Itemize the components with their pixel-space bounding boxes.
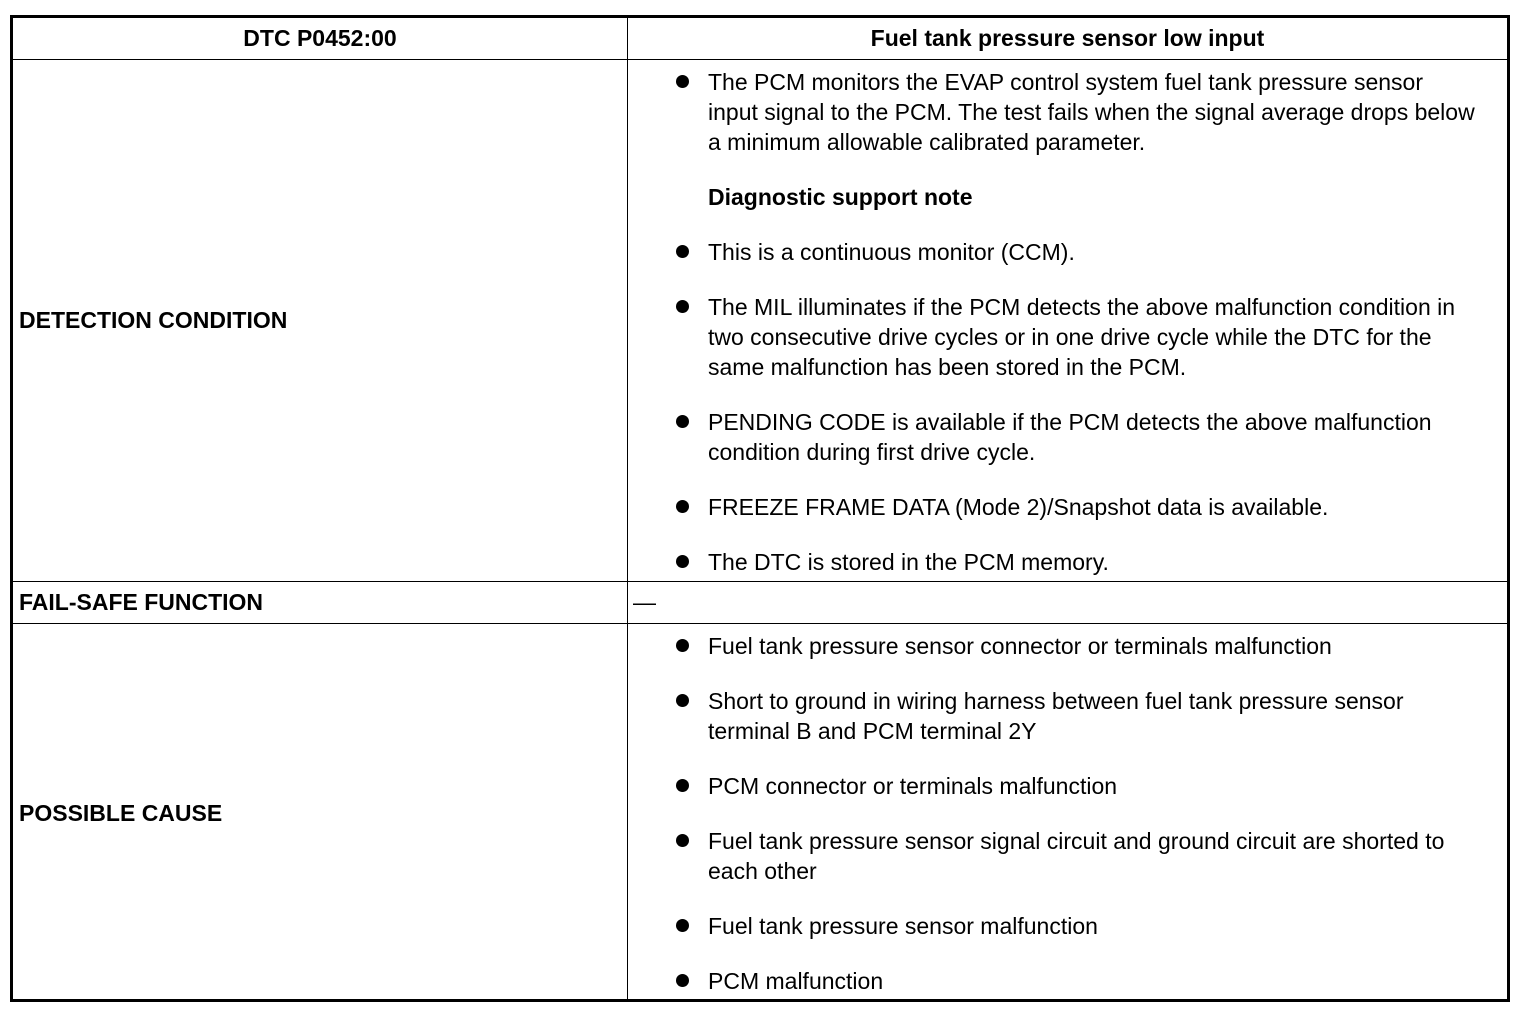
note-text: The MIL illuminates if the PCM detects the above malfunction condition in two consecutive drive cycles or in one drive cycle while the DTC for the same malfunction has been stored in the PCM. — [708, 294, 1456, 380]
list-item — [708, 407, 1477, 467]
bullet-icon — [676, 500, 689, 513]
header-description-cell — [628, 18, 1507, 59]
list-item — [708, 826, 1477, 886]
detection-intro-text: The PCM monitors the EVAP control system fuel tank pressure sensor input signal to the PCM. The test fails when the signal average drops below a minimum allowable calibrated parameter. — [708, 69, 1475, 155]
failsafe-value: — — [633, 589, 656, 615]
detection-list — [708, 67, 1477, 602]
header-row — [13, 18, 1507, 60]
cause-row — [13, 624, 1507, 1002]
failsafe-content-cell — [628, 582, 1507, 623]
bullet-icon — [676, 919, 689, 932]
bullet-icon — [676, 415, 689, 428]
cause-list — [708, 631, 1477, 1021]
bullet-icon — [676, 974, 689, 987]
list-item — [708, 237, 1477, 267]
detection-label-cell — [13, 60, 628, 581]
dtc-table — [10, 15, 1510, 1002]
list-item — [708, 966, 1477, 996]
bullet-icon — [676, 694, 689, 707]
detection-row — [13, 60, 1507, 582]
note-text: The DTC is stored in the PCM memory. — [708, 549, 1109, 575]
possible-cause-label: POSSIBLE CAUSE — [19, 799, 223, 826]
list-item — [708, 292, 1477, 382]
cause-text: Fuel tank pressure sensor malfunction — [708, 913, 1098, 939]
bullet-icon — [676, 834, 689, 847]
list-item — [708, 911, 1477, 941]
diagnostic-note-heading: Diagnostic support note — [708, 184, 973, 210]
cause-text: PCM connector or terminals malfunction — [708, 773, 1118, 799]
list-item — [708, 492, 1477, 522]
cause-text: Short to ground in wiring harness between fuel tank pressure sensor terminal B and PCM terminal 2Y — [708, 688, 1404, 744]
failsafe-function-label: FAIL-SAFE FUNCTION — [19, 589, 264, 615]
header-code-cell — [13, 18, 628, 59]
list-item — [708, 631, 1477, 661]
detection-content-cell — [628, 60, 1507, 581]
list-item — [708, 67, 1477, 157]
bullet-icon — [676, 245, 689, 258]
cause-label-cell — [13, 624, 628, 1002]
cause-text: Fuel tank pressure sensor signal circuit and ground circuit are shorted to each other — [708, 828, 1445, 884]
cause-text: Fuel tank pressure sensor connector or terminals malfunction — [708, 633, 1332, 659]
bullet-icon — [676, 300, 689, 313]
list-item — [708, 771, 1477, 801]
bullet-icon — [676, 639, 689, 652]
bullet-icon — [676, 555, 689, 568]
detection-condition-label: DETECTION CONDITION — [19, 307, 288, 333]
dtc-description: Fuel tank pressure sensor low input — [870, 25, 1265, 51]
bullet-icon — [676, 75, 689, 88]
cause-content-cell — [628, 624, 1507, 1002]
note-text: PENDING CODE is available if the PCM detects the above malfunction condition during first drive cycle. — [708, 409, 1432, 465]
list-item — [708, 686, 1477, 746]
note-text: FREEZE FRAME DATA (Mode 2)/Snapshot data is available. — [708, 494, 1329, 520]
dtc-code: DTC P0452:00 — [243, 25, 397, 51]
list-item — [708, 547, 1477, 577]
cause-text: PCM malfunction — [708, 968, 884, 994]
failsafe-label-cell — [13, 582, 628, 623]
bullet-icon — [676, 779, 689, 792]
failsafe-row — [13, 582, 1507, 624]
note-text: This is a continuous monitor (CCM). — [708, 239, 1075, 265]
